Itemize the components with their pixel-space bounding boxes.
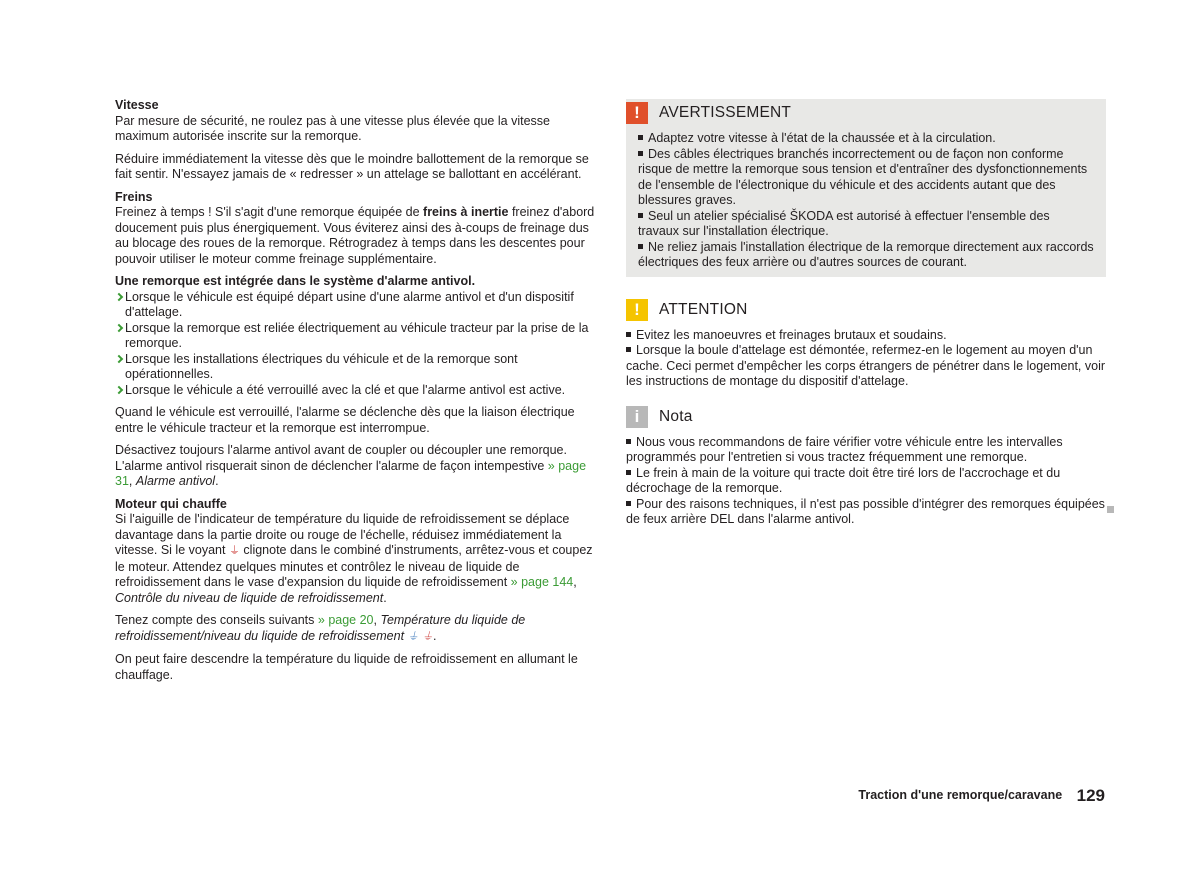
bullet-square-icon	[626, 439, 631, 444]
coolant-warning-icon: ⏚	[228, 545, 240, 557]
text-run: Désactivez toujours l'alarme antivol avant de coupler ou découpler une remorque. L'alarme antivol risquerait sinon de déclencher l'alarme de façon intempestive	[115, 443, 567, 473]
text-run: .	[215, 474, 219, 488]
nota-title: Nota	[659, 407, 693, 425]
left-column	[115, 98, 595, 690]
section-title-moteur: Moteur qui chauffe	[115, 496, 227, 511]
section-title-alarme: Une remorque est intégrée dans le système d'alarme antivol.	[115, 274, 476, 288]
attention-title: ATTENTION	[659, 300, 748, 318]
text-run: Tenez compte des conseils suivants	[115, 613, 318, 627]
info-icon: i	[626, 406, 648, 428]
coolant-level-icon: ⏚	[407, 630, 419, 643]
page-number: 129	[1076, 786, 1105, 805]
section-title-freins: Freins	[115, 189, 153, 204]
warning-icon: !	[626, 102, 648, 124]
page-link-31[interactable]: » page 31	[115, 458, 587, 488]
list-item	[638, 240, 1094, 271]
list-item	[626, 466, 1106, 497]
footer-section-title: Traction d'une remorque/caravane	[858, 788, 1063, 802]
right-column	[626, 99, 1106, 542]
text-run: Ne reliez jamais l'installation électrique de la remorque directement aux raccords électriques des feux arrière ou d'autres sources de courant.	[638, 239, 1094, 269]
warning-title: AVERTISSEMENT	[659, 104, 792, 122]
page-footer	[700, 786, 1105, 806]
link-target-title: Alarme antivol	[135, 474, 216, 488]
text-run: ,	[373, 613, 381, 627]
page-link-144[interactable]: » page 144	[510, 575, 574, 589]
text-run: Nous vous recommandons de faire vérifier votre véhicule entre les intervalles programmés pour l'entretien si vous tractez fréquemment une remorque.	[626, 434, 1063, 464]
list-item	[638, 209, 1094, 240]
list-item	[626, 328, 1106, 344]
bullet-square-icon	[638, 151, 643, 156]
text-run: Adaptez votre vitesse à l'état de la chaussée et à la circulation.	[648, 131, 996, 145]
attention-box	[626, 297, 1106, 390]
section-end-marker-icon	[1107, 506, 1114, 513]
list-item: Lorsque le véhicule est équipé départ usine d'une alarme antivol et d'un dispositif d'attelage.	[115, 290, 595, 321]
bullet-square-icon	[638, 244, 643, 249]
bullet-square-icon	[626, 332, 631, 337]
paragraph-moteur-2	[115, 613, 595, 645]
text-run: Evitez les manoeuvres et freinages brutaux et soudains.	[636, 327, 947, 342]
paragraph-freins	[115, 205, 595, 267]
paragraph-alarme-1: Quand le véhicule est verrouillé, l'alarme se déclenche dès que la liaison électrique entre le véhicule tracteur et la remorque est interrompue.	[115, 405, 575, 435]
bullet-square-icon	[626, 347, 631, 352]
paragraph-vitesse-1: Par mesure de sécurité, ne roulez pas à une vitesse plus élevée que la vitesse maximum autorisée inscrite sur la remorque.	[115, 113, 550, 143]
bullet-square-icon	[626, 470, 631, 475]
text-run: ,	[573, 575, 577, 589]
list-item	[626, 343, 1106, 390]
text-run: Le frein à main de la voiture qui tracte doit être tiré lors de l'accrochage et du décrochage de la remorque.	[626, 465, 1061, 495]
paragraph-moteur-3: On peut faire descendre la température du liquide de refroidissement en allumant le chauffage.	[115, 652, 578, 682]
emphasis-freins-inertie: freins à inertie	[423, 205, 509, 219]
nota-box	[626, 404, 1106, 528]
text-run: Pour des raisons techniques, il n'est pas possible d'intégrer des remorques équipées de feux arrière DEL dans l'alarme antivol.	[626, 496, 1105, 526]
text-run: Température du liquide de refroidissement/niveau du liquide de refroidissement	[115, 613, 526, 643]
text-run: Si l'aiguille de l'indicateur de température du liquide de refroidissement se déplace davantage dans la partie droite ou rouge de l'échelle, réduisez immédiatement la vitesse. Si le voyant	[115, 512, 570, 557]
bullet-square-icon	[638, 135, 643, 140]
paragraph-vitesse-2: Réduire immédiatement la vitesse dès que le moindre ballottement de la remorque se fait sentir. N'essayez jamais de « redresser » un attelage se ballottant en accélérant.	[115, 151, 589, 181]
list-item	[626, 435, 1106, 466]
text-run: ,	[128, 474, 136, 488]
text-run: .	[433, 628, 437, 643]
alarme-conditions-list	[115, 290, 595, 399]
attention-icon: !	[626, 299, 648, 321]
warning-header	[626, 100, 1094, 126]
link-target-title: Contrôle du niveau de liquide de refroidissement	[115, 590, 384, 605]
list-item: Lorsque la remorque est reliée électriquement au véhicule tracteur par la prise de la remorque.	[115, 321, 595, 352]
list-item	[638, 147, 1094, 209]
text-run: Des câbles électriques branchés incorrectement ou de façon non conforme risque de mettre la remorque sous tension et d'entraîner des dysfonctionnements de l'ensemble de l'électronique du véhicule et des accidents autant que des blessures graves.	[638, 146, 1088, 207]
text-run: Lorsque la boule d'attelage est démontée, refermez-en le logement au moyen d'un cache. Ceci permet d'empêcher les corps étrangers de pénétrer dans le logement, voir les instructions de montage du dispositif d'attelage.	[626, 343, 1106, 388]
text-run: Freinez à temps ! S'il s'agit d'une remorque équipée de	[115, 205, 424, 219]
text-run: clignote dans le combiné d'instruments, arrêtez-vous et coupez le moteur. Attendez quelques minutes et contrôlez le niveau de liquide de refroidissement dans le vase d'expansion du liquide de refroidissement	[115, 543, 593, 589]
text-run: Seul un atelier spécialisé ŠKODA est autorisé à effectuer l'ensemble des travaux sur l'installation électrique.	[638, 208, 1050, 238]
nota-header	[626, 404, 1106, 430]
list-item	[626, 497, 1106, 528]
warning-box	[626, 99, 1106, 277]
coolant-temperature-icon: ⏚	[422, 630, 434, 643]
text-run: .	[383, 590, 387, 605]
bullet-square-icon	[638, 213, 643, 218]
paragraph-alarme-2	[115, 443, 595, 490]
paragraph-moteur-1	[115, 512, 595, 606]
section-title-vitesse: Vitesse	[115, 98, 159, 112]
page-link-20[interactable]: » page 20	[317, 613, 374, 627]
attention-header	[626, 297, 1106, 323]
list-item: Lorsque les installations électriques du véhicule et de la remorque sont opérationnelles.	[115, 352, 595, 383]
list-item	[638, 131, 1094, 147]
bullet-square-icon	[626, 501, 631, 506]
list-item: Lorsque le véhicule a été verrouillé avec la clé et que l'alarme antivol est active.	[115, 383, 595, 399]
text-run: freinez d'abord doucement puis plus énergiquement. Vous éviterez ainsi des à-coups de freinage dus au blocage des roues de la remorque. Rétrogradez à temps dans les descentes pour pouvoir utiliser le moteur comme freinage supplémentaire.	[115, 205, 595, 266]
